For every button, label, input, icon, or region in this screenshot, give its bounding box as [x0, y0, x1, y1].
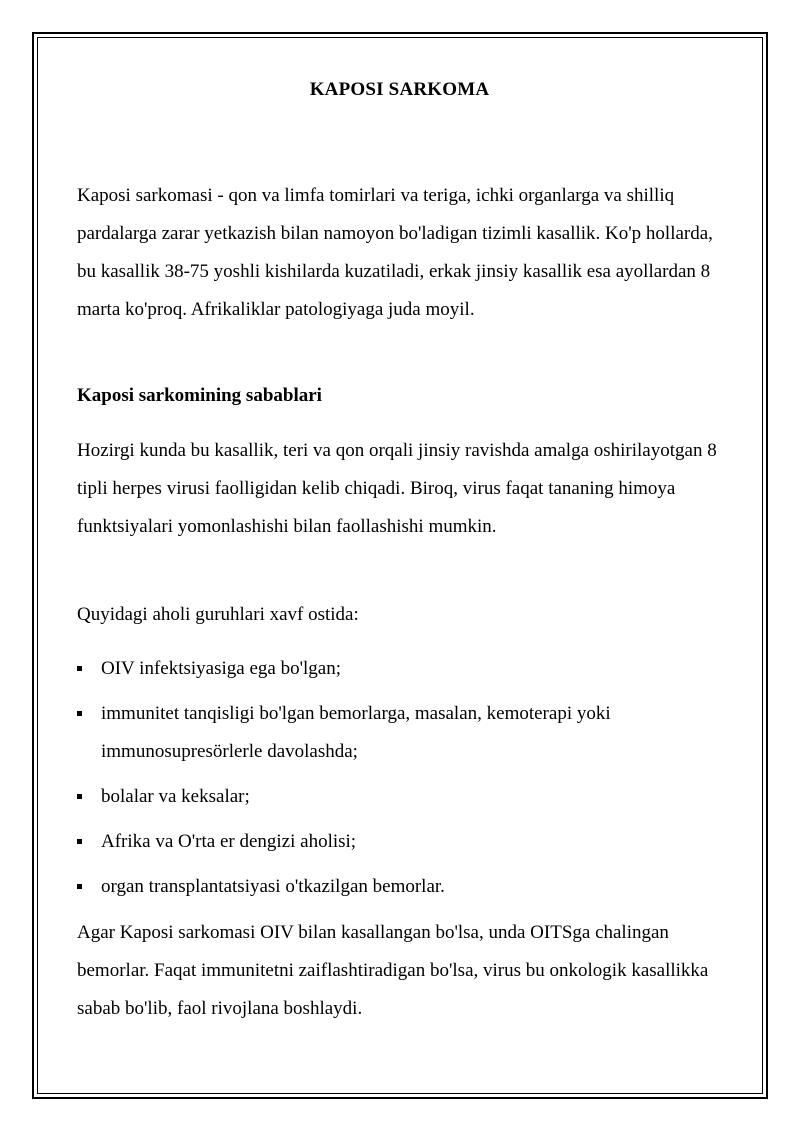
list-item-text: immunitet tanqisligi bo'lgan bemorlarga, masalan, kemoterapi yoki immunosupresörlerle davolashda; [101, 703, 611, 762]
list-item-text: Afrika va O'rta er dengizi aholisi; [101, 831, 357, 852]
causes-paragraph: Hozirgi kunda bu kasallik, teri va qon orqali jinsiy ravishda amalga oshirilayotgan 8 tipli herpes virusi faolligidan kelib chiqadi. Biroq, virus faqat tananing himoya funktsiyalari yomonlashishi bilan faollashishi mumkin. [77, 440, 717, 537]
list-item-text: OIV infektsiyasiga ega bo'lgan; [101, 658, 341, 679]
causes-heading: Kaposi sarkomining sabablari [77, 385, 322, 406]
list-item [77, 650, 717, 688]
bullet-square-icon [77, 839, 82, 844]
list-item [77, 695, 717, 771]
document-title: KAPOSI SARKOMA [309, 79, 490, 100]
closing-paragraph: Agar Kaposi sarkomasi OIV bilan kasallangan bo'lsa, unda OITSga chalingan bemorlar. Faqat immunitetni zaiflashtiradigan bo'lsa, virus bu onkologik kasallikka sabab bo'lib, faol rivojlana boshlaydi. [77, 922, 709, 1019]
risk-groups-intro: Quyidagi aholi guruhlari xavf ostida: [77, 604, 359, 625]
list-item [77, 778, 717, 816]
bullet-square-icon [77, 884, 82, 889]
list-item [77, 823, 717, 861]
list-item-text: bolalar va keksalar; [101, 786, 250, 807]
list-item [77, 868, 717, 906]
bullet-square-icon [77, 711, 82, 716]
bullet-square-icon [77, 666, 82, 671]
bullet-square-icon [77, 794, 82, 799]
list-item-text: organ transplantatsiyasi o'tkazilgan bemorlar. [101, 876, 445, 897]
risk-groups-list [77, 650, 717, 913]
intro-paragraph: Kaposi sarkomasi - qon va limfa tomirlari va teriga, ichki organlarga va shilliq pardalarga zarar yetkazish bilan namoyon bo'ladigan tizimli kasallik. Ko'p hollarda, bu kasallik 38-75 yoshli kishilarda kuzatiladi, erkak jinsiy kasallik esa ayollardan 8 marta ko'proq. Afrikaliklar patologiyaga juda moyil. [77, 185, 713, 320]
